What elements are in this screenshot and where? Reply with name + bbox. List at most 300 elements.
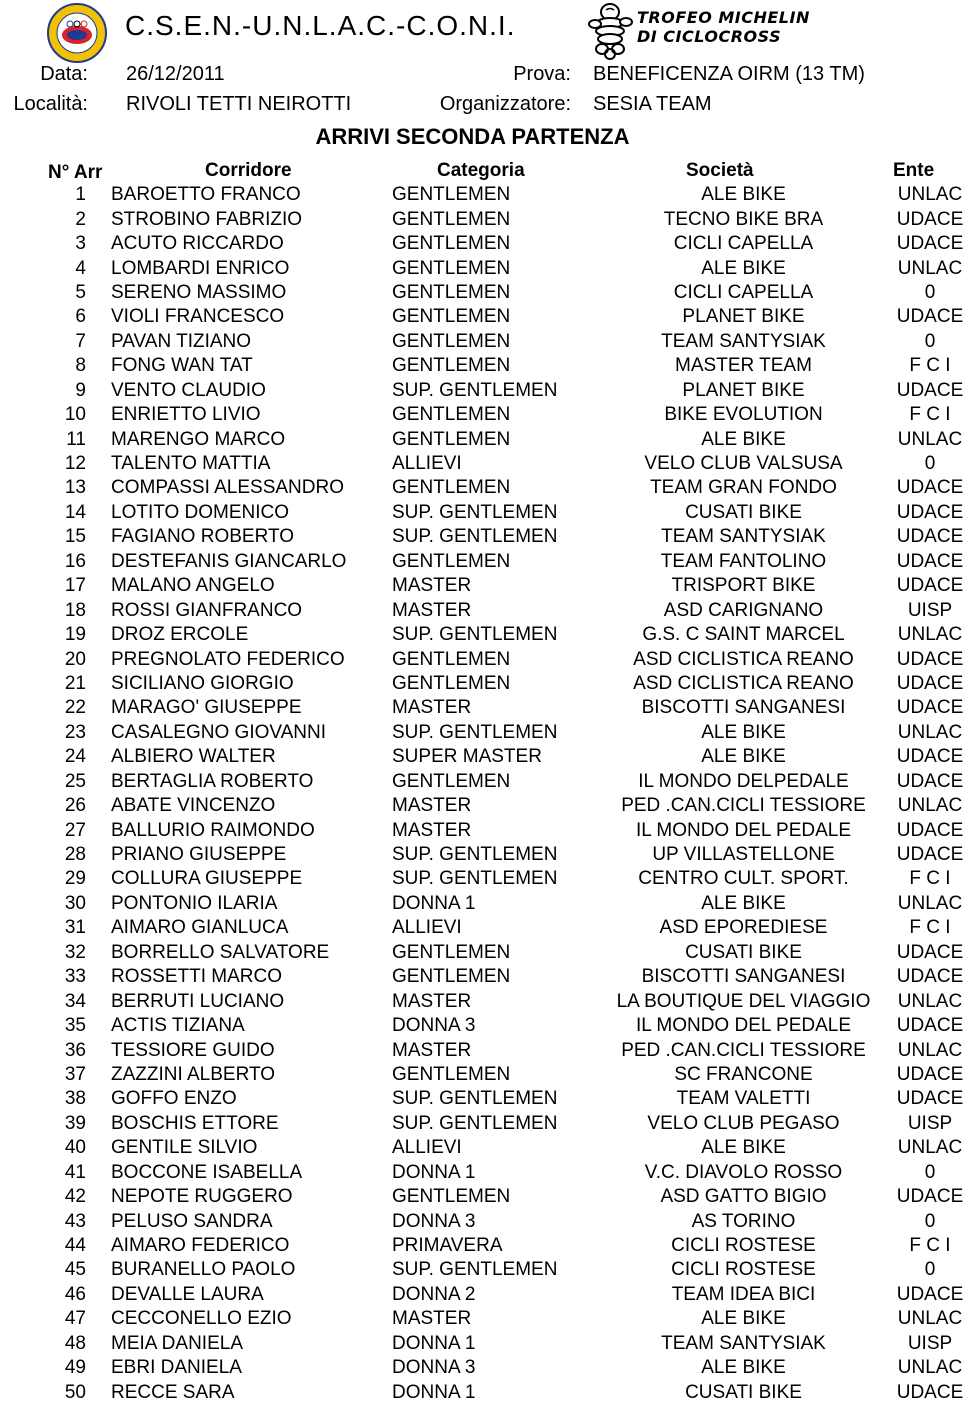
team: ASD GATTO BIGIO bbox=[660, 1186, 827, 1208]
rider-name: COMPASSI ALESSANDRO bbox=[111, 477, 344, 499]
category: MASTER bbox=[392, 819, 472, 841]
team: G.S. C SAINT MARCEL bbox=[642, 624, 845, 646]
federation: UDACE bbox=[896, 1283, 964, 1305]
federation: UDACE bbox=[896, 1088, 964, 1110]
section-title bbox=[0, 124, 945, 150]
arrival-number: 2 bbox=[75, 208, 86, 230]
arrival-number: 47 bbox=[64, 1308, 86, 1330]
arrival-number: 29 bbox=[64, 868, 86, 890]
team: CUSATI BIKE bbox=[685, 1381, 802, 1403]
rider-name: BERTAGLIA ROBERTO bbox=[111, 770, 314, 792]
table-row bbox=[0, 1356, 970, 1380]
table-row bbox=[0, 232, 970, 256]
category: GENTLEMEN bbox=[392, 428, 511, 450]
table-row bbox=[0, 770, 970, 794]
section-title-arrivi: ARRIVI bbox=[315, 124, 391, 149]
category: GENTLEMEN bbox=[392, 648, 511, 670]
team: VELO CLUB PEGASO bbox=[647, 1112, 840, 1134]
trophy-title bbox=[637, 8, 810, 46]
category: MASTER bbox=[392, 990, 472, 1012]
team: V.C. DIAVOLO ROSSO bbox=[644, 1161, 843, 1183]
federation: 0 bbox=[924, 1259, 936, 1281]
category: GENTLEMEN bbox=[392, 184, 511, 206]
federation: UDACE bbox=[896, 770, 964, 792]
table-row bbox=[0, 305, 970, 329]
table-row bbox=[0, 1307, 970, 1331]
federation: UDACE bbox=[896, 1381, 964, 1403]
table-row bbox=[0, 1112, 970, 1136]
arrival-number: 48 bbox=[64, 1332, 86, 1354]
table-row bbox=[0, 647, 970, 671]
arrival-number: 3 bbox=[75, 233, 86, 255]
table-row bbox=[0, 452, 970, 476]
rider-name: CECCONELLO EZIO bbox=[111, 1308, 292, 1330]
category: GENTLEMEN bbox=[392, 672, 511, 694]
results-body bbox=[0, 183, 970, 1405]
federation: 0 bbox=[924, 330, 936, 352]
rider-name: GENTILE SILVIO bbox=[111, 1137, 258, 1159]
rider-name: BURANELLO PAOLO bbox=[111, 1259, 296, 1281]
rider-name: ENRIETTO LIVIO bbox=[111, 404, 261, 426]
rider-name: BALLURIO RAIMONDO bbox=[111, 819, 315, 841]
team: ASD CICLISTICA REANO bbox=[633, 672, 854, 694]
col-header-societa: Società bbox=[686, 160, 754, 181]
category: GENTLEMEN bbox=[392, 941, 511, 963]
rider-name: ROSSETTI MARCO bbox=[111, 966, 283, 988]
arrival-number: 12 bbox=[64, 453, 86, 475]
team: BISCOTTI SANGANESI bbox=[641, 966, 846, 988]
table-row bbox=[0, 794, 970, 818]
arrival-number: 23 bbox=[64, 721, 86, 743]
category: GENTLEMEN bbox=[392, 355, 511, 377]
category: DONNA 1 bbox=[392, 892, 476, 914]
data-value: 26/12/2011 bbox=[126, 63, 225, 85]
category: SUPER MASTER bbox=[392, 746, 542, 768]
arrival-number: 5 bbox=[75, 281, 86, 303]
rider-name: FONG WAN TAT bbox=[111, 355, 253, 377]
category: MASTER bbox=[392, 599, 472, 621]
table-row bbox=[0, 1063, 970, 1087]
rider-name: DESTEFANIS GIANCARLO bbox=[111, 550, 347, 572]
localita-value: RIVOLI TETTI NEIROTTI bbox=[126, 93, 352, 115]
table-row bbox=[0, 916, 970, 940]
category: GENTLEMEN bbox=[392, 233, 511, 255]
federation: UDACE bbox=[896, 477, 964, 499]
team: CUSATI BIKE bbox=[685, 941, 802, 963]
arrival-number: 6 bbox=[75, 306, 86, 328]
category: DONNA 3 bbox=[392, 1357, 476, 1379]
category: SUP. GENTLEMEN bbox=[392, 844, 558, 866]
rider-name: SERENO MASSIMO bbox=[111, 281, 287, 303]
arrival-number: 32 bbox=[64, 941, 86, 963]
table-row bbox=[0, 989, 970, 1013]
rider-name: AIMARO FEDERICO bbox=[111, 1235, 290, 1257]
arrival-number: 4 bbox=[75, 257, 86, 279]
table-row bbox=[0, 1038, 970, 1062]
rider-name: STROBINO FABRIZIO bbox=[111, 208, 303, 230]
rider-name: MARAGO' GIUSEPPE bbox=[111, 697, 302, 719]
rider-name: ALBIERO WALTER bbox=[111, 746, 276, 768]
team: ASD CICLISTICA REANO bbox=[633, 648, 854, 670]
prova-label: Prova: bbox=[513, 63, 571, 85]
table-row bbox=[0, 965, 970, 989]
category: MASTER bbox=[392, 1308, 472, 1330]
team: ALE BIKE bbox=[701, 184, 786, 206]
table-row bbox=[0, 427, 970, 451]
rider-name: LOTITO DOMENICO bbox=[111, 501, 290, 523]
team: PED .CAN.CICLI TESSIORE bbox=[621, 1039, 866, 1061]
category: PRIMAVERA bbox=[392, 1235, 503, 1257]
category: GENTLEMEN bbox=[392, 550, 511, 572]
category: GENTLEMEN bbox=[392, 208, 511, 230]
arrival-number: 34 bbox=[64, 990, 86, 1012]
arrival-number: 44 bbox=[64, 1235, 86, 1257]
arrival-number: 28 bbox=[64, 844, 86, 866]
arrival-number: 31 bbox=[64, 917, 86, 939]
category: SUP. GENTLEMEN bbox=[392, 379, 558, 401]
federation: UDACE bbox=[896, 648, 964, 670]
category: GENTLEMEN bbox=[392, 306, 511, 328]
rider-name: ACTIS TIZIANA bbox=[111, 1015, 245, 1037]
federation: UDACE bbox=[896, 1186, 964, 1208]
rider-name: ZAZZINI ALBERTO bbox=[111, 1063, 276, 1085]
category: SUP. GENTLEMEN bbox=[392, 1088, 558, 1110]
federation: UDACE bbox=[896, 208, 964, 230]
category: GENTLEMEN bbox=[392, 1063, 511, 1085]
rider-name: BORRELLO SALVATORE bbox=[111, 941, 330, 963]
table-row bbox=[0, 1185, 970, 1209]
federation: UNLAC bbox=[897, 184, 963, 206]
team: CICLI CAPELLA bbox=[673, 233, 814, 255]
federation: UNLAC bbox=[897, 428, 963, 450]
results-table bbox=[0, 183, 970, 1405]
rider-name: CASALEGNO GIOVANNI bbox=[111, 721, 327, 743]
table-row bbox=[0, 525, 970, 549]
category: DONNA 1 bbox=[392, 1381, 476, 1403]
table-row bbox=[0, 476, 970, 500]
arrival-number: 35 bbox=[64, 1015, 86, 1037]
federation: UDACE bbox=[896, 697, 964, 719]
team: ASD EPOREDIESE bbox=[659, 917, 828, 939]
table-row bbox=[0, 1014, 970, 1038]
localita-label: Località: bbox=[13, 93, 88, 115]
team: CICLI ROSTESE bbox=[671, 1259, 816, 1281]
rider-name: RECCE SARA bbox=[111, 1381, 235, 1403]
arrival-number: 8 bbox=[75, 355, 86, 377]
category: GENTLEMEN bbox=[392, 477, 511, 499]
arrival-number: 38 bbox=[64, 1088, 86, 1110]
federation: UDACE bbox=[896, 966, 964, 988]
federation: UNLAC bbox=[897, 257, 963, 279]
rider-name: MEIA DANIELA bbox=[111, 1332, 243, 1354]
category: MASTER bbox=[392, 575, 472, 597]
arrival-number: 43 bbox=[64, 1210, 86, 1232]
table-row bbox=[0, 745, 970, 769]
team: CICLI CAPELLA bbox=[673, 281, 814, 303]
category: SUP. GENTLEMEN bbox=[392, 1259, 558, 1281]
team: BIKE EVOLUTION bbox=[664, 404, 823, 426]
federation: UDACE bbox=[896, 844, 964, 866]
team: TEAM SANTYSIAK bbox=[661, 1332, 826, 1354]
arrival-number: 22 bbox=[64, 697, 86, 719]
federation: UISP bbox=[907, 1112, 953, 1134]
rider-name: TALENTO MATTIA bbox=[111, 453, 271, 475]
team: IL MONDO DEL PEDALE bbox=[635, 1015, 852, 1037]
team: ALE BIKE bbox=[701, 428, 786, 450]
team: TEAM VALETTI bbox=[676, 1088, 811, 1110]
category: SUP. GENTLEMEN bbox=[392, 868, 558, 890]
team: CICLI ROSTESE bbox=[671, 1235, 816, 1257]
table-row bbox=[0, 1234, 970, 1258]
rider-name: MALANO ANGELO bbox=[111, 575, 275, 597]
rider-name: EBRI DANIELA bbox=[111, 1357, 242, 1379]
team: ALE BIKE bbox=[701, 721, 786, 743]
table-row bbox=[0, 354, 970, 378]
arrival-number: 41 bbox=[64, 1161, 86, 1183]
federation: UISP bbox=[907, 599, 953, 621]
team: IL MONDO DELPEDALE bbox=[638, 770, 849, 792]
arrival-number: 7 bbox=[75, 330, 86, 352]
team: TEAM SANTYSIAK bbox=[661, 330, 826, 352]
arrival-number: 15 bbox=[64, 526, 86, 548]
rider-name: DROZ ERCOLE bbox=[111, 624, 249, 646]
arrival-number: 10 bbox=[64, 404, 86, 426]
rider-name: BOSCHIS ETTORE bbox=[111, 1112, 279, 1134]
rider-name: BAROETTO FRANCO bbox=[111, 184, 301, 206]
category: GENTLEMEN bbox=[392, 281, 511, 303]
table-row bbox=[0, 501, 970, 525]
federation: UDACE bbox=[896, 575, 964, 597]
federation: UNLAC bbox=[897, 990, 963, 1012]
federation: UNLAC bbox=[897, 1308, 963, 1330]
federation: UDACE bbox=[896, 819, 964, 841]
arrival-number: 18 bbox=[64, 599, 86, 621]
table-row bbox=[0, 1161, 970, 1185]
table-row bbox=[0, 1380, 970, 1404]
section-title-partenza: SECONDA PARTENZA bbox=[396, 124, 630, 149]
federation: 0 bbox=[924, 281, 936, 303]
table-row bbox=[0, 256, 970, 280]
arrival-number: 36 bbox=[64, 1039, 86, 1061]
table-row bbox=[0, 843, 970, 867]
table-row bbox=[0, 598, 970, 622]
team: TEAM SANTYSIAK bbox=[661, 526, 826, 548]
category: SUP. GENTLEMEN bbox=[392, 1112, 558, 1134]
organizzatore-label: Organizzatore: bbox=[439, 93, 571, 115]
federation: UDACE bbox=[896, 379, 964, 401]
team: PLANET BIKE bbox=[682, 306, 805, 328]
rider-name: FAGIANO ROBERTO bbox=[111, 526, 295, 548]
category: GENTLEMEN bbox=[392, 330, 511, 352]
org-title: C.S.E.N.-U.N.L.A.C.-C.O.N.I. bbox=[125, 10, 516, 41]
team: MASTER TEAM bbox=[675, 355, 812, 377]
table-row bbox=[0, 403, 970, 427]
team: TECNO BIKE BRA bbox=[663, 208, 824, 230]
table-row bbox=[0, 867, 970, 891]
federation: UDACE bbox=[896, 233, 964, 255]
table-row bbox=[0, 1136, 970, 1160]
arrival-number: 21 bbox=[64, 672, 86, 694]
table-row bbox=[0, 623, 970, 647]
federation: UDACE bbox=[896, 672, 964, 694]
team: SC FRANCONE bbox=[674, 1063, 813, 1085]
category: ALLIEVI bbox=[392, 453, 462, 475]
federation: F C I bbox=[909, 868, 951, 890]
table-row bbox=[0, 574, 970, 598]
rider-name: PELUSO SANDRA bbox=[111, 1210, 273, 1232]
federation: 0 bbox=[924, 1210, 936, 1232]
team: CUSATI BIKE bbox=[685, 501, 802, 523]
team: ALE BIKE bbox=[701, 1357, 786, 1379]
michelin-man-icon bbox=[580, 2, 640, 60]
arrival-number: 16 bbox=[64, 550, 86, 572]
table-row bbox=[0, 818, 970, 842]
rider-name: LOMBARDI ENRICO bbox=[111, 257, 290, 279]
rider-name: MARENGO MARCO bbox=[111, 428, 286, 450]
federation: UDACE bbox=[896, 1015, 964, 1037]
table-row bbox=[0, 1209, 970, 1233]
federation: F C I bbox=[909, 404, 951, 426]
federation: F C I bbox=[909, 917, 951, 939]
arrival-number: 46 bbox=[64, 1283, 86, 1305]
rider-name: PONTONIO ILARIA bbox=[111, 892, 278, 914]
rider-name: TESSIORE GUIDO bbox=[111, 1039, 275, 1061]
trophy-line1: TROFEO MICHELIN bbox=[637, 8, 810, 27]
federation: UDACE bbox=[896, 941, 964, 963]
team: PLANET BIKE bbox=[682, 379, 805, 401]
team: LA BOUTIQUE DEL VIAGGIO bbox=[616, 990, 871, 1012]
rider-name: ABATE VINCENZO bbox=[111, 795, 276, 817]
table-row bbox=[0, 1258, 970, 1282]
arrival-number: 17 bbox=[64, 575, 86, 597]
arrival-number: 26 bbox=[64, 795, 86, 817]
team: IL MONDO DEL PEDALE bbox=[635, 819, 852, 841]
arrival-number: 27 bbox=[64, 819, 86, 841]
category: ALLIEVI bbox=[392, 1137, 462, 1159]
rider-name: DEVALLE LAURA bbox=[111, 1283, 264, 1305]
table-row bbox=[0, 207, 970, 231]
table-row bbox=[0, 941, 970, 965]
table-row bbox=[0, 550, 970, 574]
team: TEAM IDEA BICI bbox=[671, 1283, 816, 1305]
federation: UNLAC bbox=[897, 1137, 963, 1159]
category: GENTLEMEN bbox=[392, 966, 511, 988]
arrival-number: 19 bbox=[64, 624, 86, 646]
team: TEAM GRAN FONDO bbox=[650, 477, 837, 499]
table-row bbox=[0, 183, 970, 207]
team: ALE BIKE bbox=[701, 1137, 786, 1159]
arrival-number: 45 bbox=[64, 1259, 86, 1281]
rider-name: PAVAN TIZIANO bbox=[111, 330, 252, 352]
arrival-number: 24 bbox=[64, 746, 86, 768]
arrival-number: 49 bbox=[64, 1357, 86, 1379]
rider-name: SICILIANO GIORGIO bbox=[111, 672, 294, 694]
category: DONNA 1 bbox=[392, 1161, 476, 1183]
federation: 0 bbox=[924, 1161, 936, 1183]
team: VELO CLUB VALSUSA bbox=[644, 453, 843, 475]
data-label: Data: bbox=[40, 63, 88, 85]
arrival-number: 40 bbox=[64, 1137, 86, 1159]
category: SUP. GENTLEMEN bbox=[392, 624, 558, 646]
team: ALE BIKE bbox=[701, 892, 786, 914]
col-header-corridore: Corridore bbox=[205, 160, 292, 181]
federation: F C I bbox=[909, 1235, 951, 1257]
organizzatore-value: SESIA TEAM bbox=[593, 93, 712, 115]
trophy-line2: DI CICLOCROSS bbox=[637, 27, 782, 46]
table-row bbox=[0, 1332, 970, 1356]
arrival-number: 33 bbox=[64, 966, 86, 988]
federation: UNLAC bbox=[897, 1357, 963, 1379]
table-row bbox=[0, 1087, 970, 1111]
arrival-number: 37 bbox=[64, 1063, 86, 1085]
category: MASTER bbox=[392, 697, 472, 719]
arrival-number: 11 bbox=[66, 428, 86, 450]
rider-name: ROSSI GIANFRANCO bbox=[111, 599, 303, 621]
federation: UDACE bbox=[896, 501, 964, 523]
federation: UNLAC bbox=[897, 721, 963, 743]
rider-name: ACUTO RICCARDO bbox=[111, 233, 284, 255]
arrival-number: 42 bbox=[64, 1186, 86, 1208]
team: AS TORINO bbox=[691, 1210, 796, 1232]
rider-name: NEPOTE RUGGERO bbox=[111, 1186, 293, 1208]
federation: F C I bbox=[909, 355, 951, 377]
arrival-number: 13 bbox=[64, 477, 86, 499]
table-row bbox=[0, 1283, 970, 1307]
category: DONNA 3 bbox=[392, 1015, 476, 1037]
category: DONNA 2 bbox=[392, 1283, 476, 1305]
team: ASD CARIGNANO bbox=[663, 599, 824, 621]
arrival-number: 20 bbox=[64, 648, 86, 670]
table-row bbox=[0, 330, 970, 354]
rider-name: BOCCONE ISABELLA bbox=[111, 1161, 303, 1183]
category: GENTLEMEN bbox=[392, 770, 511, 792]
category: SUP. GENTLEMEN bbox=[392, 526, 558, 548]
rider-name: PREGNOLATO FEDERICO bbox=[111, 648, 345, 670]
arrival-number: 25 bbox=[64, 770, 86, 792]
csen-logo-icon bbox=[44, 2, 110, 64]
federation: UDACE bbox=[896, 526, 964, 548]
arrival-number: 50 bbox=[64, 1381, 86, 1403]
rider-name: PRIANO GIUSEPPE bbox=[111, 844, 287, 866]
category: DONNA 3 bbox=[392, 1210, 476, 1232]
team: ALE BIKE bbox=[701, 257, 786, 279]
category: ALLIEVI bbox=[392, 917, 462, 939]
table-row bbox=[0, 281, 970, 305]
category: SUP. GENTLEMEN bbox=[392, 501, 558, 523]
rider-name: COLLURA GIUSEPPE bbox=[111, 868, 303, 890]
federation: UNLAC bbox=[897, 624, 963, 646]
team: ALE BIKE bbox=[701, 746, 786, 768]
category: MASTER bbox=[392, 1039, 472, 1061]
category: GENTLEMEN bbox=[392, 257, 511, 279]
team: PED .CAN.CICLI TESSIORE bbox=[621, 795, 866, 817]
arrival-number: 39 bbox=[64, 1112, 86, 1134]
team: ALE BIKE bbox=[701, 1308, 786, 1330]
category: DONNA 1 bbox=[392, 1332, 476, 1354]
team: TEAM FANTOLINO bbox=[660, 550, 827, 572]
table-row bbox=[0, 696, 970, 720]
federation: 0 bbox=[924, 453, 936, 475]
federation: UDACE bbox=[896, 1063, 964, 1085]
category: SUP. GENTLEMEN bbox=[392, 721, 558, 743]
rider-name: VENTO CLAUDIO bbox=[111, 379, 266, 401]
federation: UDACE bbox=[896, 306, 964, 328]
rider-name: BERRUTI LUCIANO bbox=[111, 990, 285, 1012]
prova-value: BENEFICENZA OIRM (13 TM) bbox=[593, 63, 865, 85]
federation: UNLAC bbox=[897, 795, 963, 817]
arrival-number: 30 bbox=[64, 892, 86, 914]
federation: UNLAC bbox=[897, 892, 963, 914]
